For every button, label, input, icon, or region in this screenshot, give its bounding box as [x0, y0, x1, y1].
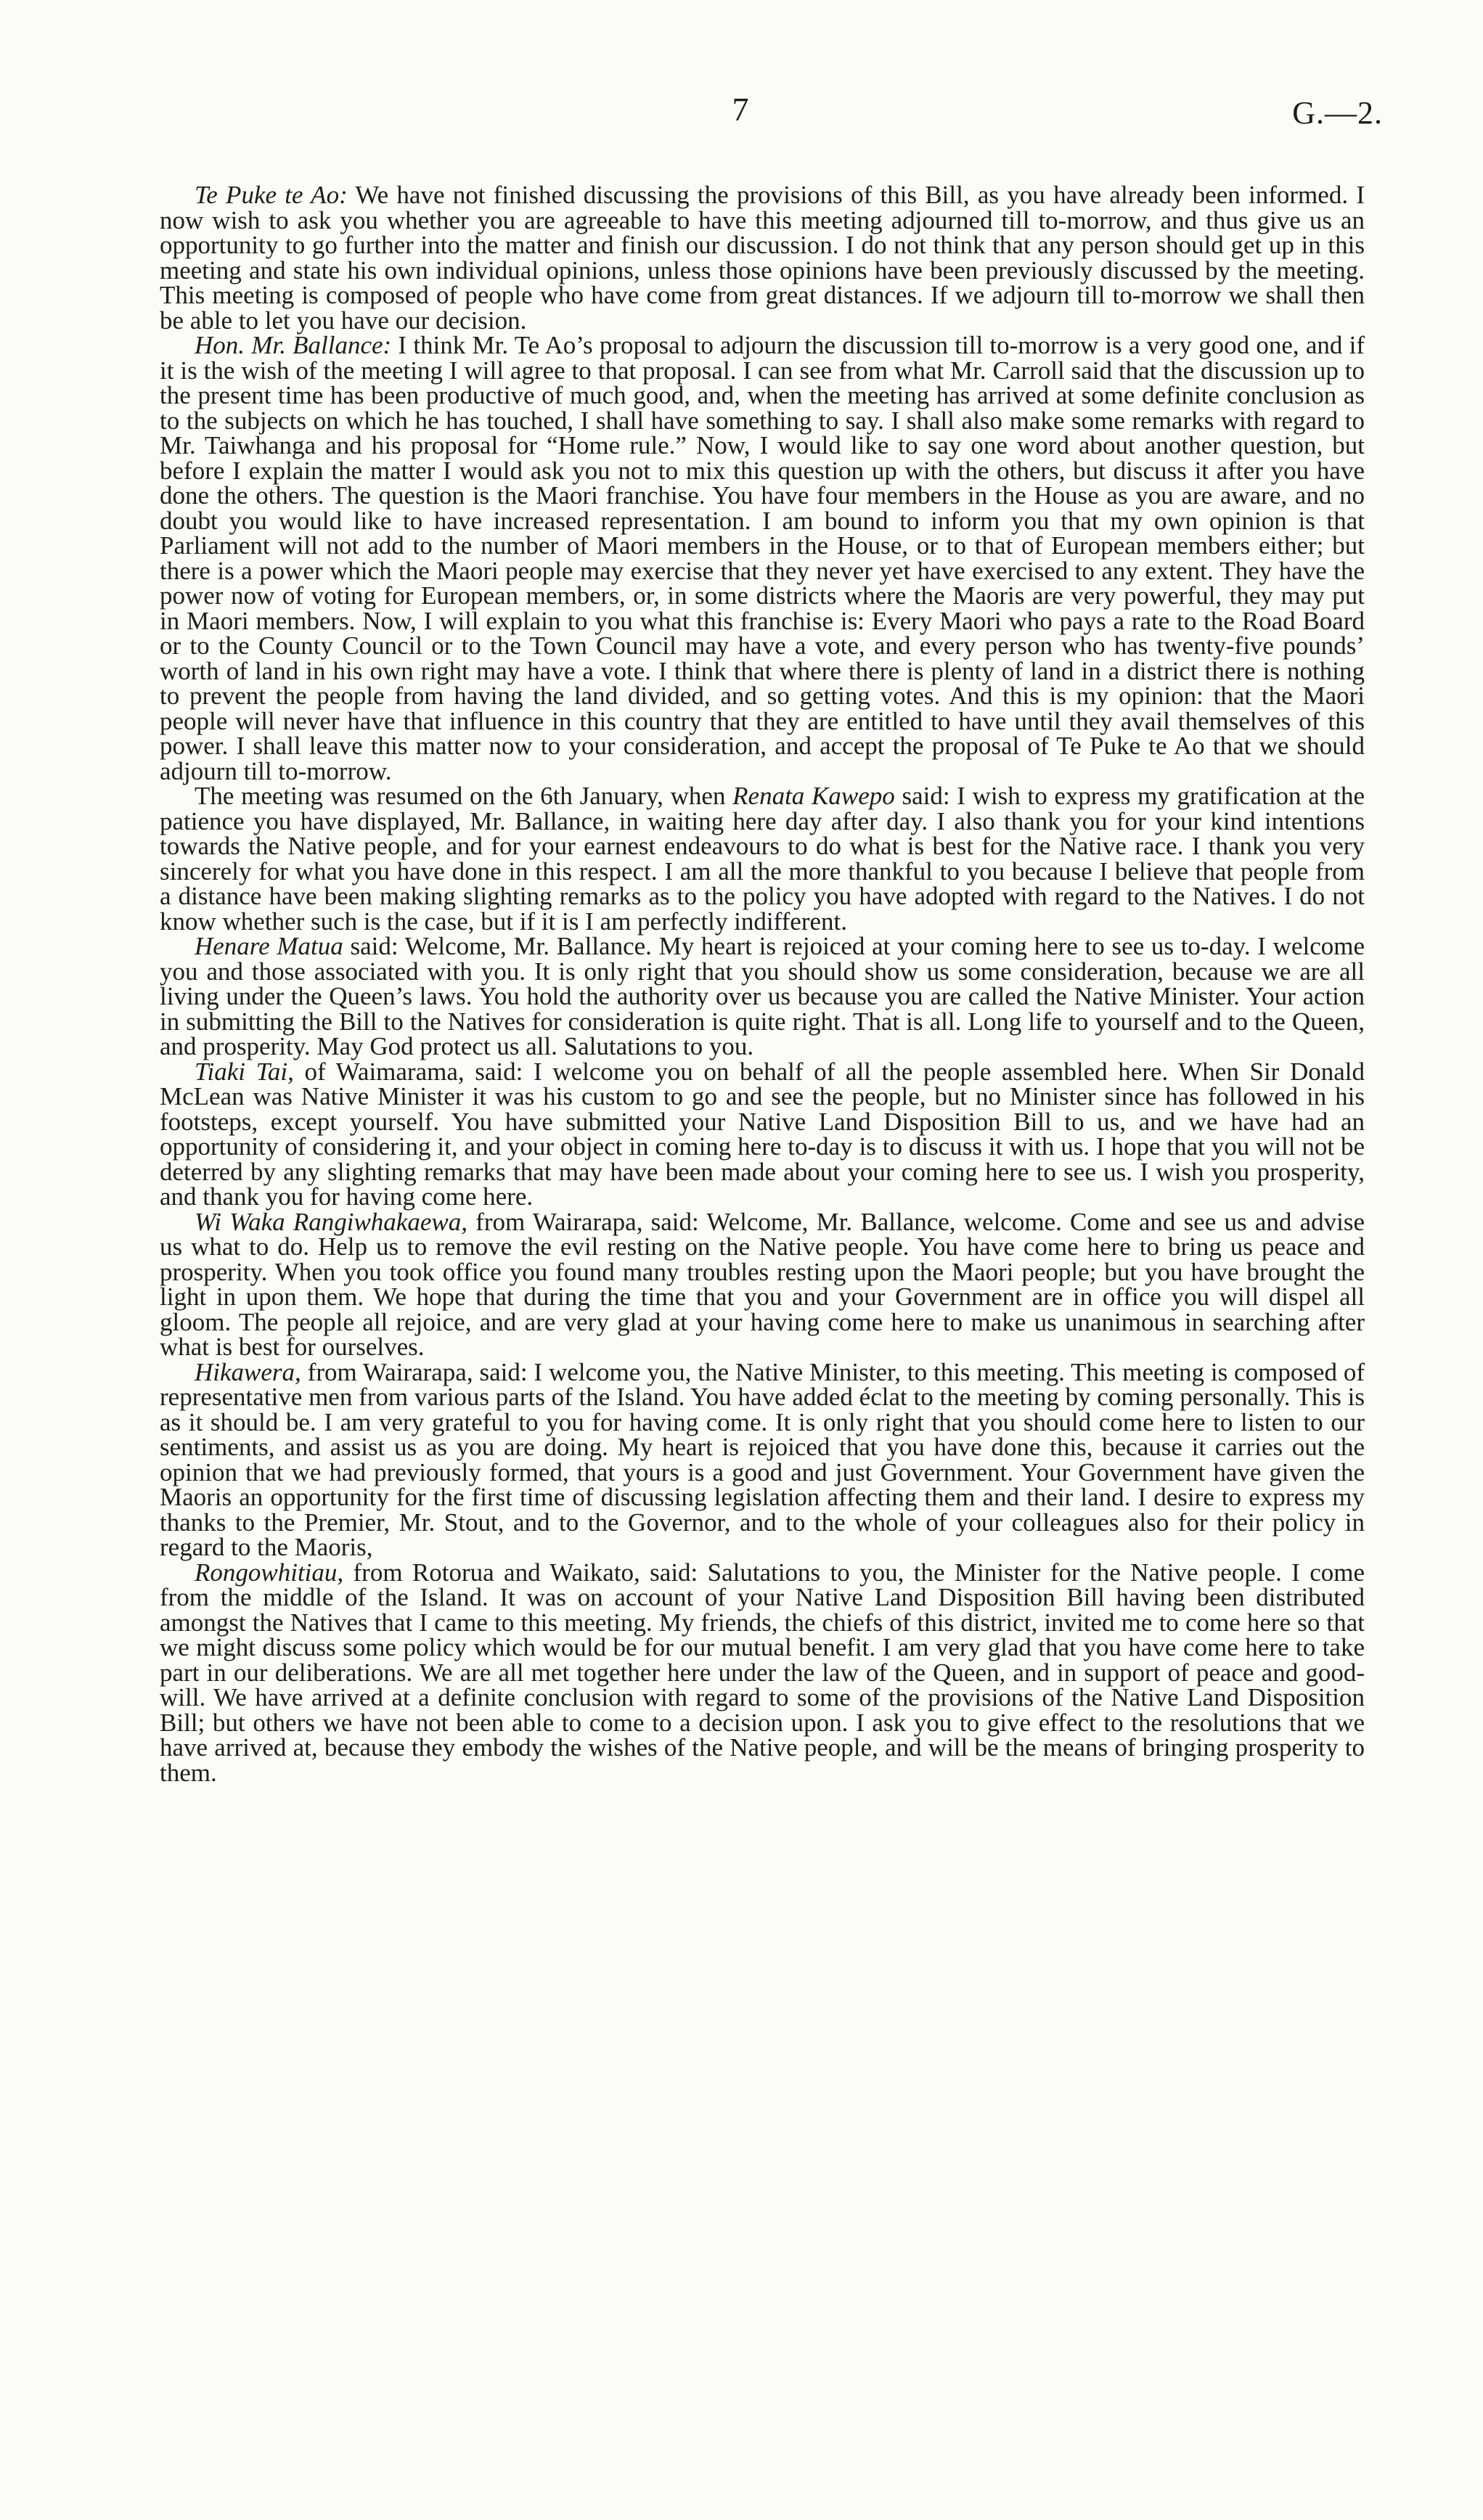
paragraph-text: of Waimarama, said: I welcome you on behalf of all the people assembled here. When Sir Donald McLean was Native Minister it was his custom to go and see the people, but no Minister since has followed in his footsteps, except yourself. You have submitted your Native Land Disposition Bill to us, and we have had an opportunity of considering it, and your object in coming here to-day is to discuss it with us. I hope that you will not be deterred by any slighting remarks that may have been made about your coming here to see us. I wish you prosperity, and thank you for having come here. [160, 1057, 1365, 1211]
paragraph-wi-waka-rangiwhakaewa [160, 1207, 1365, 1361]
paragraph-text: said: Welcome, Mr. Ballance. My heart is rejoiced at your coming here to see us to-day. I welcome you and those associated with you. It is only right that you should show us some consideration, because we are all living under the Queen’s laws. You hold the authority over us because you are called the Native Minister. Your action in submitting the Bill to the Natives for consideration is quite right. That is all. Long life to yourself and to the Queen, and prosperity. May God protect us all. Salutations to you. [160, 932, 1365, 1060]
speaker-name: Te Puke te Ao: [195, 181, 348, 209]
speaker-name: Wi Waka Rangiwhakaewa, [195, 1207, 467, 1236]
paragraph-rongowhitiau [160, 1560, 1365, 1786]
paragraph-text: We have not finished discussing the provisions of this Bill, as you have already been informed. I now wish to ask you whether you are agreeable to have this meeting adjourned till to-morrow, and thus give us an opportunity to go further into the matter and finish our discussion. I do not think that any person should get up in this meeting and state his own individual opinions, unless those opinions have been previously discussed by the meeting. This meeting is composed of people who have come from great distances. If we adjourn till to-morrow we shall then be able to let you have our decision. [160, 181, 1365, 335]
paragraph-text: from Wairarapa, said: Welcome, Mr. Ballance, welcome. Come and see us and advise us what to do. Help us to remove the evil resting on the Native people. You have come here to bring us peace and prosperity. When you took office you found many troubles resting upon the Maori people; but you have brought the light in upon them. We hope that during the time that you and your Government are in office you will dispel all gloom. The people all rejoice, and are very glad at your having come here to make us unanimous in searching after what is best for ourselves. [160, 1207, 1365, 1361]
document-reference: G.—2. [1292, 95, 1383, 131]
paragraph-lead: The meeting was resumed on the 6th January, when [195, 782, 733, 810]
paragraph-henare-matua [160, 934, 1365, 1060]
paragraph-hikawera [160, 1357, 1365, 1561]
speaker-name: Hikawera, [195, 1357, 301, 1386]
speaker-name: Henare Matua [195, 932, 343, 960]
paragraph-text: from Wairarapa, said: I welcome you, the Native Minister, to this meeting. This meeting is composed of representative men from various parts of the Island. You have added éclat to the meeting by coming personally. This is as it should be. I am very grateful to you for having come. It is only right that you should come here to listen to our sentiments, and assist us as you are doing. My heart is rejoiced that you have done this, because it carries out the opinion that we had previously formed, that yours is a good and just Government. Your Government have given the Maoris an opportunity for the first time of discussing legislation affecting them and their land. I desire to express my thanks to the Premier, Mr. Stout, and to the Governor, and to the whole of your colleagues also for their policy in regard to the Maoris, [160, 1357, 1365, 1561]
paragraph-text: I think Mr. Te Ao’s proposal to adjourn the discussion till to-morrow is a very good one, and if it is the wish of the meeting I will agree to that proposal. I can see from what Mr. Carroll said that the discussion up to the present time has been productive of much good, and, when the meeting has arrived at some definite conclusion as to the subjects on which he has touched, I shall have something to say. I shall also make some remarks with regard to Mr. Taiwhanga and his proposal for “Home rule.” Now, I would like to say one word about another question, but before I explain the matter I would ask you not to mix this question up with the others, but discuss it after you have done the others. The question is the Maori franchise. You have four members in the House as you are aware, and no doubt you would like to have increased representation. I am bound to inform you that my own opinion is that Parliament will not add to the number of Maori members in the House, or to that of European members either; but there is a power which the Maori people may exercise that they never yet have exercised to any extent. They have the power now of voting for European members, or, in some districts where the Maoris are very powerful, they may put in Maori members. Now, I will explain to you what this franchise is: Every Maori who pays a rate to the Road Board or to the County Council or to the Town Council may have a vote, and every person who has twenty-five pounds’ worth of land in his own right may have a vote. I think that where there is plenty of land in a district there is nothing to prevent the people from having the land divided, and so getting votes. And this is my opinion: that the Maori people will never have that influence in this country that they are entitled to have until they avail themselves of this power. I shall leave this matter now to your consideration, and accept the proposal of Te Puke te Ao that we should adjourn till to-morrow. [160, 331, 1365, 785]
paragraph-tiaki-tai [160, 1057, 1365, 1211]
speaker-name: Renata Kawepo [732, 782, 895, 810]
paragraph-te-puke-te-ao [160, 183, 1365, 333]
document-body [160, 183, 1365, 1785]
paragraph-renata-kawepo [160, 784, 1365, 934]
paragraph-ballance [160, 333, 1365, 784]
speaker-name: Rongowhitiau, [195, 1558, 344, 1587]
paragraph-text: from Rotorua and Waikato, said: Salutations to you, the Minister for the Native people. I come from the middle of the Island. It was on account of your Native Land Disposition Bill having been distributed amongst the Natives that I came to this meeting. My friends, the chiefs of this district, invited me to come here so that we might discuss some policy which would be for our mutual benefit. I am very glad that you have come here to take part in our deliberations. We are all met together here under the law of the Queen, and in support of peace and good-will. We have arrived at a definite conclusion with regard to some of the provisions of the Native Land Disposition Bill; but others we have not been able to come to a decision upon. I ask you to give effect to the resolutions that we have arrived at, because they embody the wishes of the Native people, and will be the means of bringing prosperity to them. [160, 1558, 1365, 1787]
page-number: 7 [732, 91, 749, 128]
speaker-name: Tiaki Tai, [195, 1057, 294, 1086]
paragraph-text: said: I wish to express my gratification at the patience you have displayed, Mr. Ballance, in waiting here day after day. I also thank you for your kind intentions towards the Native people, and for your earnest endeavours to do what is best for the Native race. I thank you very sincerely for what you have done in this respect. I am all the more thankful to you because I believe that people from a distance have been making slighting remarks as to the policy you have adopted with regard to the Natives. I do not know whether such is the case, but if it is I am perfectly indifferent. [160, 782, 1365, 936]
speaker-name: Hon. Mr. Ballance: [195, 331, 392, 359]
